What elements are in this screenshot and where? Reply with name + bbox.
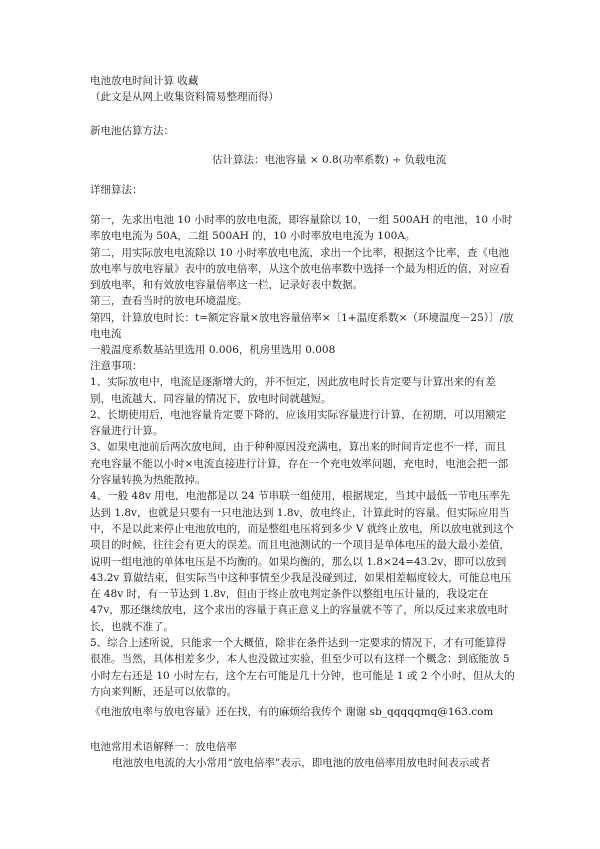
glossary-line: 电池放电电流的大小常用“放电倍率”表示，即电池的放电倍率用放电时间表示或者 <box>112 757 491 770</box>
notes-section <box>90 358 515 700</box>
note-item: 5、综合上述所说，只能求一个大概值，除非在条件达到一定要求的情况下，才有可能算得很准。当然，具体相差多少，本人也没做过实验，但至少可以有这样一个概念：到底能放 5 小时左右还是 10 小时左右，这个左右可能是几十分钟，也可能是 1 或 2 个小时，但从大的方向来判断，还是可以依靠的。 <box>90 637 515 698</box>
glossary-section <box>90 739 515 772</box>
document-title: 电池放电时间计算 收藏 <box>90 75 199 87</box>
detail-step: 第二，用实际放电电流除以 10 小时率放电电流，求出一个比率，根据这个比率，查《电池放电率与放电容量》表中的放电倍率，从这个放电倍率数中选择一个最为相近的值，对应看到放电率，和有效放电容量倍率这一栏，记录好表中数据。 <box>90 246 510 292</box>
detail-step: 第一，先求出电池 10 小时率的放电电流，即容量除以 10，一组 500AH 的电池，10 小时率放电电流为 50A，二组 500AH 的，10 小时率放电电流为 100A。 <box>90 214 513 243</box>
detail-step: 一般温度系数基站里选用 0.006，机房里选用 0.008 <box>90 344 336 357</box>
detail-heading: 详细算法： <box>90 184 143 196</box>
estimate-formula: 估计算法：电池容量 × 0.8(功率系数) ÷ 负载电流 <box>212 154 447 166</box>
document-subtitle: （此文是从网上收集资料简易整理而得） <box>90 91 279 104</box>
note-item: 4、一般 48v 用电，电池都是以 24 节串联一组使用，根据规定，当其中最低一节电压率先达到 1.8v，也就是只要有一只电池达到 1.8v，放电终止，计算此时的容量。但实际应用当中，不是以此来停止电池放电的，而是整组电压将到多少 V 就终止放电，所以放电就到这个项目的时候，往往会有更大的误差。而且电池测试的一个项目是单体电压的最大最小差值，说明一组电池的单体电压是不均衡的。如果均衡的，那么以 1.8×24=43.2v，即可以放到 43.2v 算做结束，但实际当中这种事情至少我是没碰到过，如果相差幅度较大，可能总电压在 48v 时，有一节达到 1.8v，但由于终止放电判定条件以整组电压计量的，我设定在 47v，那还继续放电，这个求出的容量于真正意义上的容量就不等了，所以反过来求放电时长，也就不准了。 <box>90 490 514 633</box>
notes-heading: 注意事项： <box>90 360 143 372</box>
detail-step: 第三，查看当时的放电环境温度。 <box>90 295 248 308</box>
detail-steps <box>90 212 515 359</box>
estimate-heading: 新电池估算方法： <box>90 125 174 137</box>
note-item: 2、长期使用后，电池容量肯定要下降的，应该用实际容量进行计算，在初期，可以用额定容量进行计算。 <box>90 408 507 438</box>
glossary-heading: 电池常用术语解释一：放电倍率 <box>90 741 237 753</box>
document-header <box>90 73 515 106</box>
detail-step: 第四，计算放电时长：t=额定容量×放电容量倍率×〔1+温度系数×（环境温度－25）〕/放电电流 <box>90 311 514 341</box>
note-item: 3、如果电池前后两次放电间，由于种种原因没充满电，算出来的时间肯定也不一样，而且充电容量不能以小时×电流直接进行计算，存在一个充电效率问题，充电时，电池会把一部分容量转换为热能散掉。 <box>90 441 509 487</box>
note-item: 1、实际放电中，电流是逐渐增大的，并不恒定，因此放电时长肯定要与计算出来的有差别，电流越大，同容量的情况下，放电时间就越短。 <box>90 376 496 405</box>
table-request-line: 《电池放电率与放电容量》还在找，有的麻烦给我传个 谢谢 sb_qqqqqmq@163.com <box>90 706 494 718</box>
